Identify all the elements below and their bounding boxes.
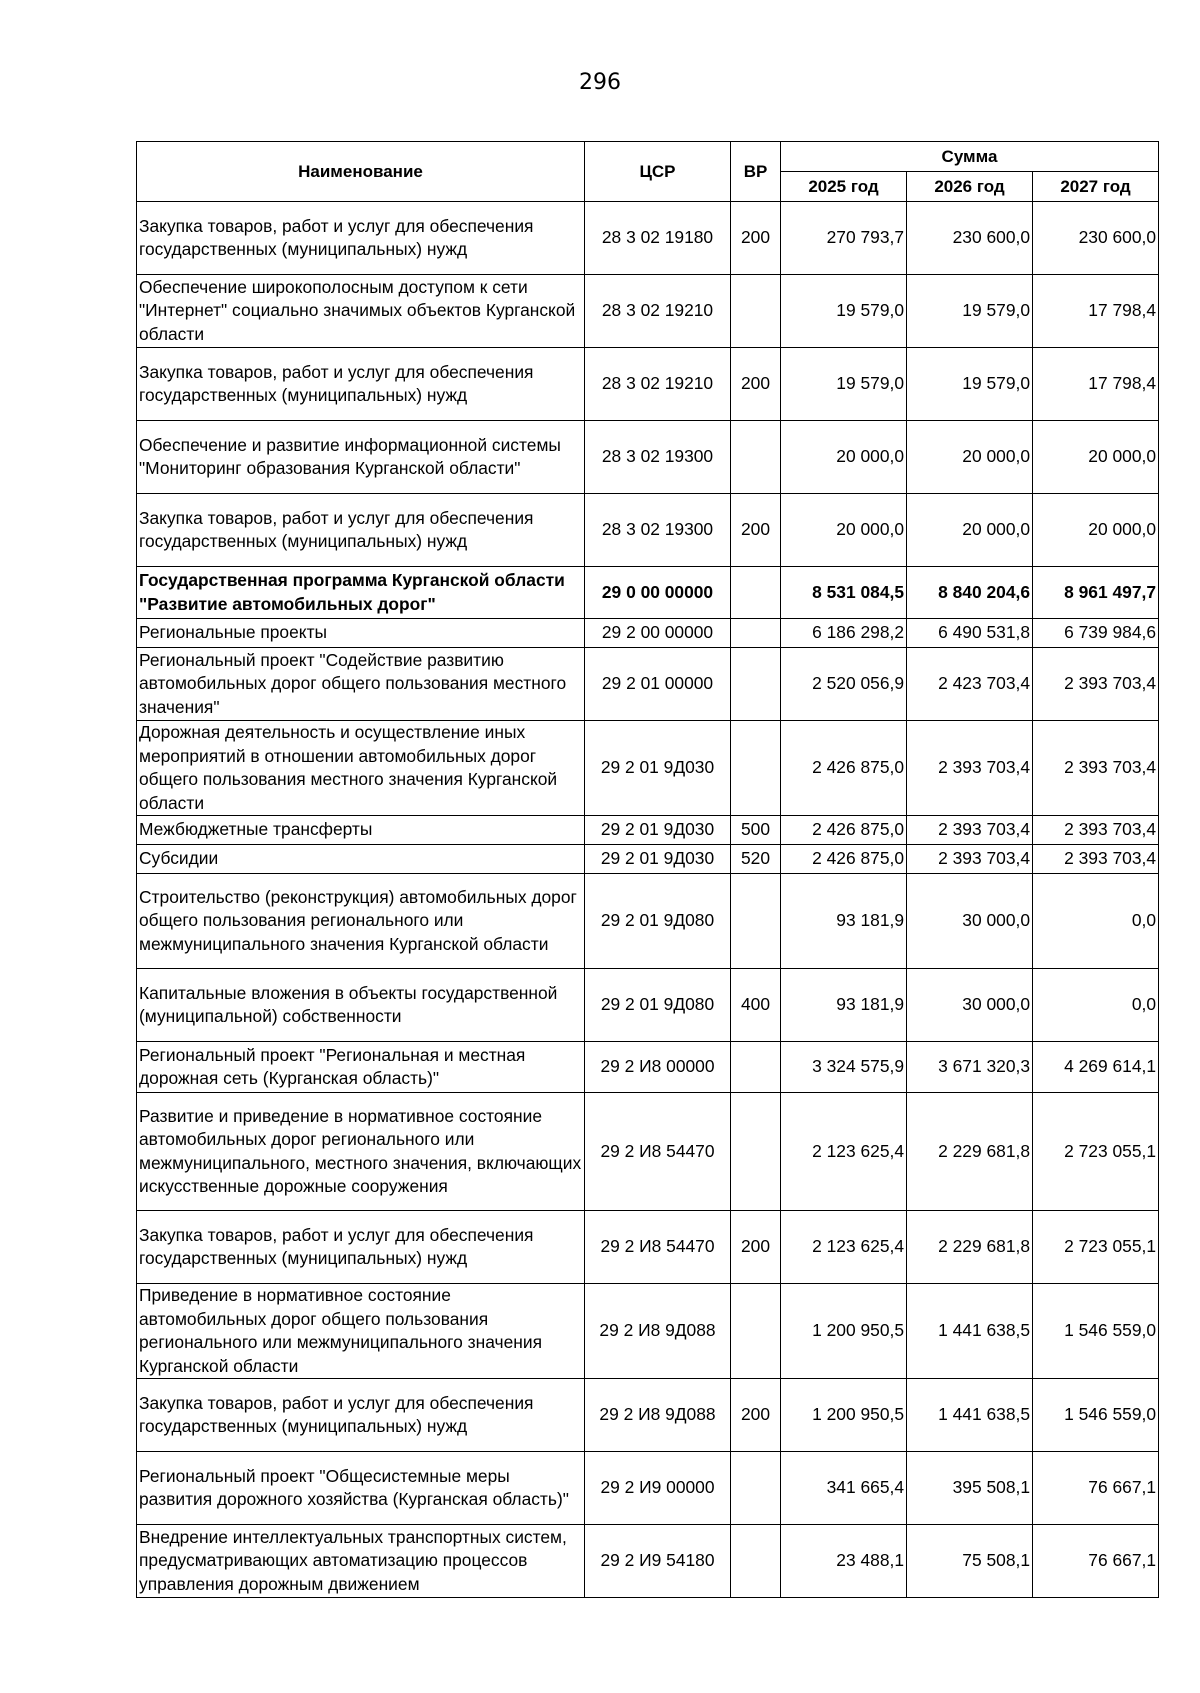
row-sum-2025: 19 579,0 [781,348,907,421]
row-sum-2025: 3 324 575,9 [781,1042,907,1093]
row-sum-2025: 6 186 298,2 [781,619,907,648]
row-sum-2025: 2 123 625,4 [781,1211,907,1284]
row-csr: 28 3 02 19210 [585,348,731,421]
table-row [137,202,1159,275]
row-vr [731,567,781,619]
row-sum-2026: 30 000,0 [907,969,1033,1042]
row-csr: 29 2 01 9Д030 [585,721,731,816]
row-sum-2026: 230 600,0 [907,202,1033,275]
row-sum-2026: 2 393 703,4 [907,845,1033,874]
row-csr: 29 2 И8 54470 [585,1211,731,1284]
row-sum-2025: 23 488,1 [781,1525,907,1598]
row-sum-2025: 8 531 084,5 [781,567,907,619]
row-csr: 29 2 01 00000 [585,648,731,721]
row-sum-2025: 2 520 056,9 [781,648,907,721]
row-vr: 500 [731,816,781,845]
row-sum-2027: 17 798,4 [1033,275,1159,348]
table-row [137,721,1159,816]
row-sum-2026: 2 229 681,8 [907,1211,1033,1284]
row-vr [731,1042,781,1093]
row-sum-2027: 2 393 703,4 [1033,845,1159,874]
table-row [137,845,1159,874]
table-row [137,1042,1159,1093]
row-csr: 29 2 И9 00000 [585,1452,731,1525]
row-sum-2026: 75 508,1 [907,1525,1033,1598]
row-sum-2026: 2 393 703,4 [907,816,1033,845]
row-name: Региональные проекты [137,619,585,648]
row-vr [731,275,781,348]
table-row [137,619,1159,648]
row-sum-2025: 93 181,9 [781,969,907,1042]
row-csr: 29 0 00 00000 [585,567,731,619]
row-name: Региональный проект "Содействие развитию автомобильных дорог общего пользования местного значения" [137,648,585,721]
row-name: Обеспечение и развитие информационной системы "Мониторинг образования Курганской области" [137,421,585,494]
table-row [137,275,1159,348]
table-row [137,816,1159,845]
row-csr: 29 2 01 9Д080 [585,969,731,1042]
row-csr: 29 2 И9 54180 [585,1525,731,1598]
table-row [137,1525,1159,1598]
row-sum-2026: 6 490 531,8 [907,619,1033,648]
table-row [137,1284,1159,1379]
row-vr: 200 [731,1379,781,1452]
row-vr [731,648,781,721]
row-name: Региональный проект "Общесистемные меры развития дорожного хозяйства (Курганская область)" [137,1452,585,1525]
row-sum-2026: 2 229 681,8 [907,1093,1033,1211]
row-sum-2025: 20 000,0 [781,421,907,494]
row-name: Развитие и приведение в нормативное состояние автомобильных дорог регионального или межмуниципального, местного значения, включающих искусственные дорожные сооружения [137,1093,585,1211]
row-csr: 29 2 И8 54470 [585,1093,731,1211]
row-csr: 29 2 И8 9Д088 [585,1379,731,1452]
row-name: Закупка товаров, работ и услуг для обеспечения государственных (муниципальных) нужд [137,1211,585,1284]
row-sum-2027: 230 600,0 [1033,202,1159,275]
table-row [137,1379,1159,1452]
row-sum-2027: 6 739 984,6 [1033,619,1159,648]
header-year-2025: 2025 год [781,172,907,202]
budget-table [136,141,1159,1598]
row-sum-2027: 1 546 559,0 [1033,1284,1159,1379]
row-sum-2027: 1 546 559,0 [1033,1379,1159,1452]
row-vr: 200 [731,348,781,421]
row-sum-2025: 2 426 875,0 [781,845,907,874]
row-vr [731,619,781,648]
row-sum-2027: 20 000,0 [1033,421,1159,494]
row-sum-2025: 341 665,4 [781,1452,907,1525]
row-vr [731,1452,781,1525]
row-sum-2026: 2 393 703,4 [907,721,1033,816]
row-sum-2026: 19 579,0 [907,275,1033,348]
row-csr: 28 3 02 19300 [585,421,731,494]
table-row [137,348,1159,421]
row-sum-2027: 0,0 [1033,874,1159,969]
row-sum-2025: 2 426 875,0 [781,721,907,816]
row-vr: 200 [731,1211,781,1284]
row-sum-2025: 1 200 950,5 [781,1284,907,1379]
header-vr: ВР [731,142,781,202]
row-name: Обеспечение широкополосным доступом к сети "Интернет" социально значимых объектов Курганской области [137,275,585,348]
row-vr: 520 [731,845,781,874]
row-name: Приведение в нормативное состояние автомобильных дорог общего пользования регионального или межмуниципального значения Курганской области [137,1284,585,1379]
row-name: Закупка товаров, работ и услуг для обеспечения государственных (муниципальных) нужд [137,494,585,567]
row-sum-2027: 2 723 055,1 [1033,1093,1159,1211]
row-sum-2027: 2 723 055,1 [1033,1211,1159,1284]
row-name: Межбюджетные трансферты [137,816,585,845]
row-sum-2027: 2 393 703,4 [1033,816,1159,845]
row-name: Закупка товаров, работ и услуг для обеспечения государственных (муниципальных) нужд [137,348,585,421]
row-name: Субсидии [137,845,585,874]
row-sum-2027: 17 798,4 [1033,348,1159,421]
row-sum-2026: 3 671 320,3 [907,1042,1033,1093]
row-vr [731,421,781,494]
row-sum-2025: 1 200 950,5 [781,1379,907,1452]
row-sum-2027: 2 393 703,4 [1033,648,1159,721]
row-name: Дорожная деятельность и осуществление иных мероприятий в отношении автомобильных дорог общего пользования местного значения Курганской области [137,721,585,816]
row-sum-2027: 8 961 497,7 [1033,567,1159,619]
row-sum-2025: 93 181,9 [781,874,907,969]
table-row [137,969,1159,1042]
header-year-2026: 2026 год [907,172,1033,202]
row-sum-2025: 2 426 875,0 [781,816,907,845]
row-sum-2027: 76 667,1 [1033,1525,1159,1598]
row-csr: 28 3 02 19210 [585,275,731,348]
row-csr: 29 2 01 9Д030 [585,816,731,845]
table-row [137,421,1159,494]
row-sum-2026: 30 000,0 [907,874,1033,969]
table-row [137,1452,1159,1525]
row-csr: 28 3 02 19180 [585,202,731,275]
header-csr: ЦСР [585,142,731,202]
table-row [137,567,1159,619]
row-sum-2026: 20 000,0 [907,494,1033,567]
row-sum-2027: 76 667,1 [1033,1452,1159,1525]
table-row [137,1211,1159,1284]
row-sum-2027: 0,0 [1033,969,1159,1042]
row-csr: 29 2 01 9Д080 [585,874,731,969]
row-csr: 29 2 И8 00000 [585,1042,731,1093]
header-year-2027: 2027 год [1033,172,1159,202]
row-sum-2025: 19 579,0 [781,275,907,348]
row-csr: 28 3 02 19300 [585,494,731,567]
table-body [137,202,1159,1598]
row-sum-2026: 2 423 703,4 [907,648,1033,721]
row-vr [731,1525,781,1598]
row-sum-2027: 2 393 703,4 [1033,721,1159,816]
row-csr: 29 2 И8 9Д088 [585,1284,731,1379]
row-sum-2027: 4 269 614,1 [1033,1042,1159,1093]
row-sum-2027: 20 000,0 [1033,494,1159,567]
row-sum-2026: 19 579,0 [907,348,1033,421]
row-vr: 200 [731,494,781,567]
page-number: 296 [579,70,621,95]
row-sum-2026: 8 840 204,6 [907,567,1033,619]
table-row [137,494,1159,567]
row-csr: 29 2 01 9Д030 [585,845,731,874]
row-vr [731,721,781,816]
row-vr [731,1093,781,1211]
row-sum-2025: 2 123 625,4 [781,1093,907,1211]
row-sum-2026: 20 000,0 [907,421,1033,494]
row-name: Закупка товаров, работ и услуг для обеспечения государственных (муниципальных) нужд [137,1379,585,1452]
row-name: Капитальные вложения в объекты государственной (муниципальной) собственности [137,969,585,1042]
row-name: Строительство (реконструкция) автомобильных дорог общего пользования регионального или межмуниципального значения Курганской области [137,874,585,969]
row-sum-2025: 20 000,0 [781,494,907,567]
row-vr [731,1284,781,1379]
row-name: Закупка товаров, работ и услуг для обеспечения государственных (муниципальных) нужд [137,202,585,275]
row-sum-2026: 1 441 638,5 [907,1379,1033,1452]
row-name: Государственная программа Курганской области "Развитие автомобильных дорог" [137,567,585,619]
row-sum-2025: 270 793,7 [781,202,907,275]
header-sum: Сумма [781,142,1159,172]
row-name: Внедрение интеллектуальных транспортных систем, предусматривающих автоматизацию процессов управления дорожным движением [137,1525,585,1598]
row-vr: 200 [731,202,781,275]
header-name: Наименование [137,142,585,202]
row-sum-2026: 1 441 638,5 [907,1284,1033,1379]
table-row [137,648,1159,721]
row-sum-2026: 395 508,1 [907,1452,1033,1525]
table-row [137,874,1159,969]
row-name: Региональный проект "Региональная и местная дорожная сеть (Курганская область)" [137,1042,585,1093]
row-vr: 400 [731,969,781,1042]
row-csr: 29 2 00 00000 [585,619,731,648]
row-vr [731,874,781,969]
table-row [137,1093,1159,1211]
